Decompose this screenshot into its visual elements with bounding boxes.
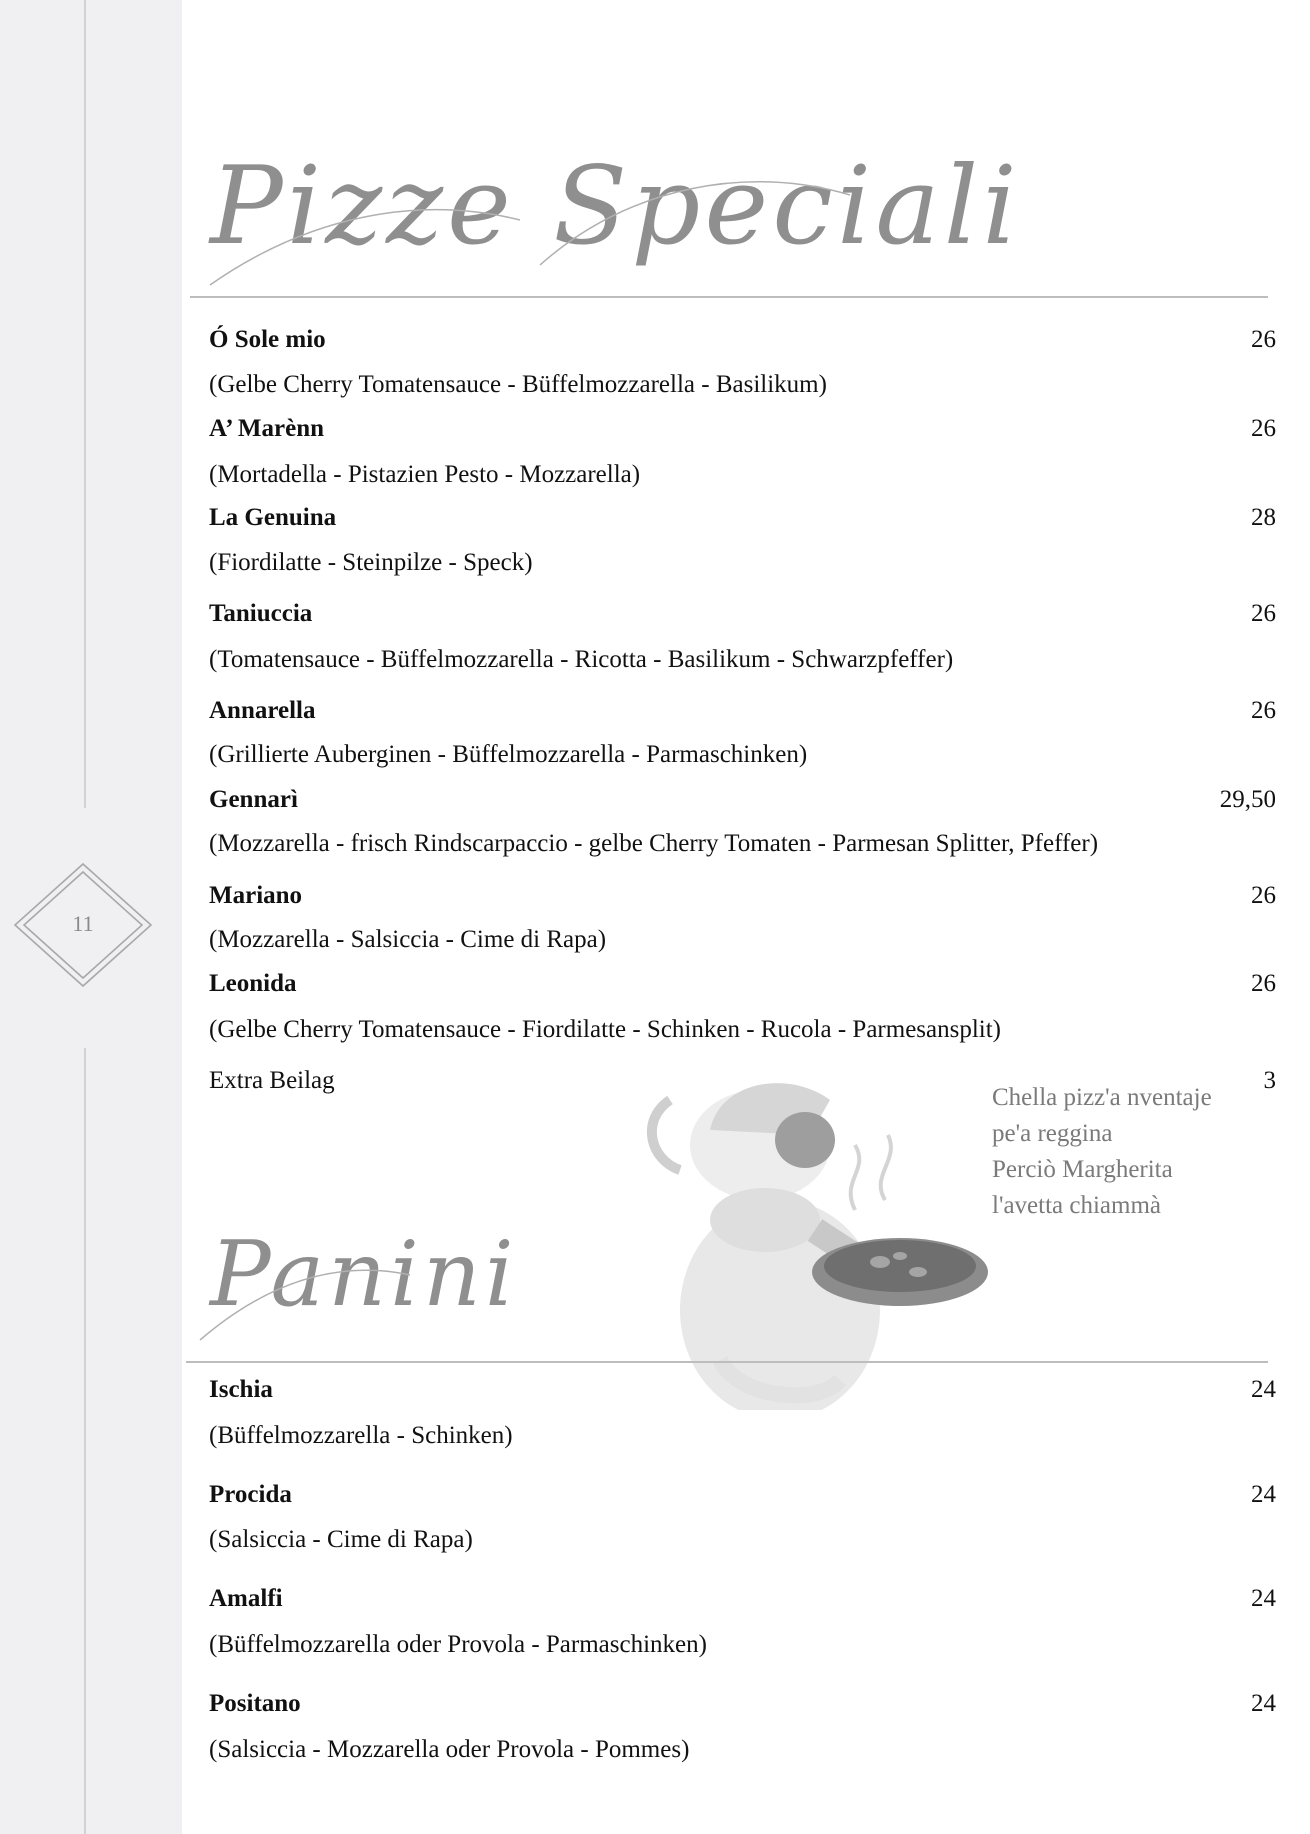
panini-name: Positano <box>209 1690 301 1717</box>
pizza-description: (Mozzarella - frisch Rindscarpaccio - gelbe Cherry Tomaten - Parmesan Splitter, Pfeffer) <box>209 830 1099 857</box>
pizza-price: 29,50 <box>1219 786 1276 813</box>
panini-price: 24 <box>1251 1585 1276 1612</box>
panini-price: 24 <box>1251 1690 1276 1717</box>
pizza-description: (Gelbe Cherry Tomatensauce - Büffelmozzarella - Basilikum) <box>209 371 827 398</box>
panini-description: (Büffelmozzarella oder Provola - Parmaschinken) <box>209 1631 707 1658</box>
panini-name: Ischia <box>209 1376 273 1403</box>
panini-description: (Salsiccia - Cime di Rapa) <box>209 1526 473 1553</box>
section-title-pizze-text: Pizze Speciali <box>210 144 1021 269</box>
pizza-name: A’ Marènn <box>209 415 325 442</box>
pizza-name: Leonida <box>209 970 297 997</box>
panini-price: 24 <box>1251 1376 1276 1403</box>
pizza-description: (Tomatensauce - Büffelmozzarella - Ricotta - Basilikum - Schwarzpfeffer) <box>209 646 954 673</box>
section-title-panini-text: Panini <box>210 1222 518 1327</box>
quote-line: pe'a reggina <box>992 1120 1113 1147</box>
section-title-panini <box>190 1200 610 1350</box>
extra-label: Extra Beilag <box>209 1067 335 1094</box>
panini-price: 24 <box>1251 1481 1276 1508</box>
sidebar-line-bottom <box>84 1048 86 1834</box>
panini-description: (Büffelmozzarella - Schinken) <box>209 1422 513 1449</box>
pizza-name: Annarella <box>209 697 316 724</box>
pizza-price: 26 <box>1251 882 1276 909</box>
pizza-name: Ó Sole mio <box>209 326 326 353</box>
quote <box>992 1080 1212 1224</box>
panini-description: (Salsiccia - Mozzarella oder Provola - Pommes) <box>209 1736 690 1763</box>
pizza-price: 26 <box>1251 415 1276 442</box>
pizza-name: Mariano <box>209 882 303 909</box>
page-number: 11 <box>72 911 94 936</box>
pizza-chef-illustration <box>600 1060 1040 1410</box>
section-title-pizze-speciali <box>190 125 1030 300</box>
panini-name: Amalfi <box>209 1585 283 1612</box>
pizza-name: Gennarì <box>209 786 298 813</box>
pizze-divider <box>190 296 1268 298</box>
pizza-description: (Grillierte Auberginen - Büffelmozzarella - Parmaschinken) <box>209 741 808 768</box>
pizza-price: 26 <box>1251 970 1276 997</box>
pizza-price: 26 <box>1251 326 1276 353</box>
pizza-description: (Mortadella - Pistazien Pesto - Mozzarella) <box>209 461 641 488</box>
pizza-price: 28 <box>1251 504 1276 531</box>
panini-name: Procida <box>209 1481 292 1508</box>
pizza-price: 26 <box>1251 600 1276 627</box>
pizza-description: (Mozzarella - Salsiccia - Cime di Rapa) <box>209 926 607 953</box>
page-number-badge <box>13 862 153 988</box>
extra-price: 3 <box>1263 1067 1276 1094</box>
pizza-name: La Genuina <box>209 504 337 531</box>
quote-line: Perciò Margherita <box>992 1156 1173 1183</box>
pizza-name: Taniuccia <box>209 600 313 627</box>
pizza-description: (Fiordilatte - Steinpilze - Speck) <box>209 549 533 576</box>
pizza-price: 26 <box>1251 697 1276 724</box>
quote-line: Chella pizz'a nventaje <box>992 1084 1212 1111</box>
sidebar-line-top <box>84 0 86 808</box>
pizza-description: (Gelbe Cherry Tomatensauce - Fiordilatte - Schinken - Rucola - Parmesansplit) <box>209 1016 1002 1043</box>
quote-line: l'avetta chiammà <box>992 1192 1162 1219</box>
page-sidebar <box>0 0 182 1834</box>
panini-divider <box>186 1361 1268 1363</box>
